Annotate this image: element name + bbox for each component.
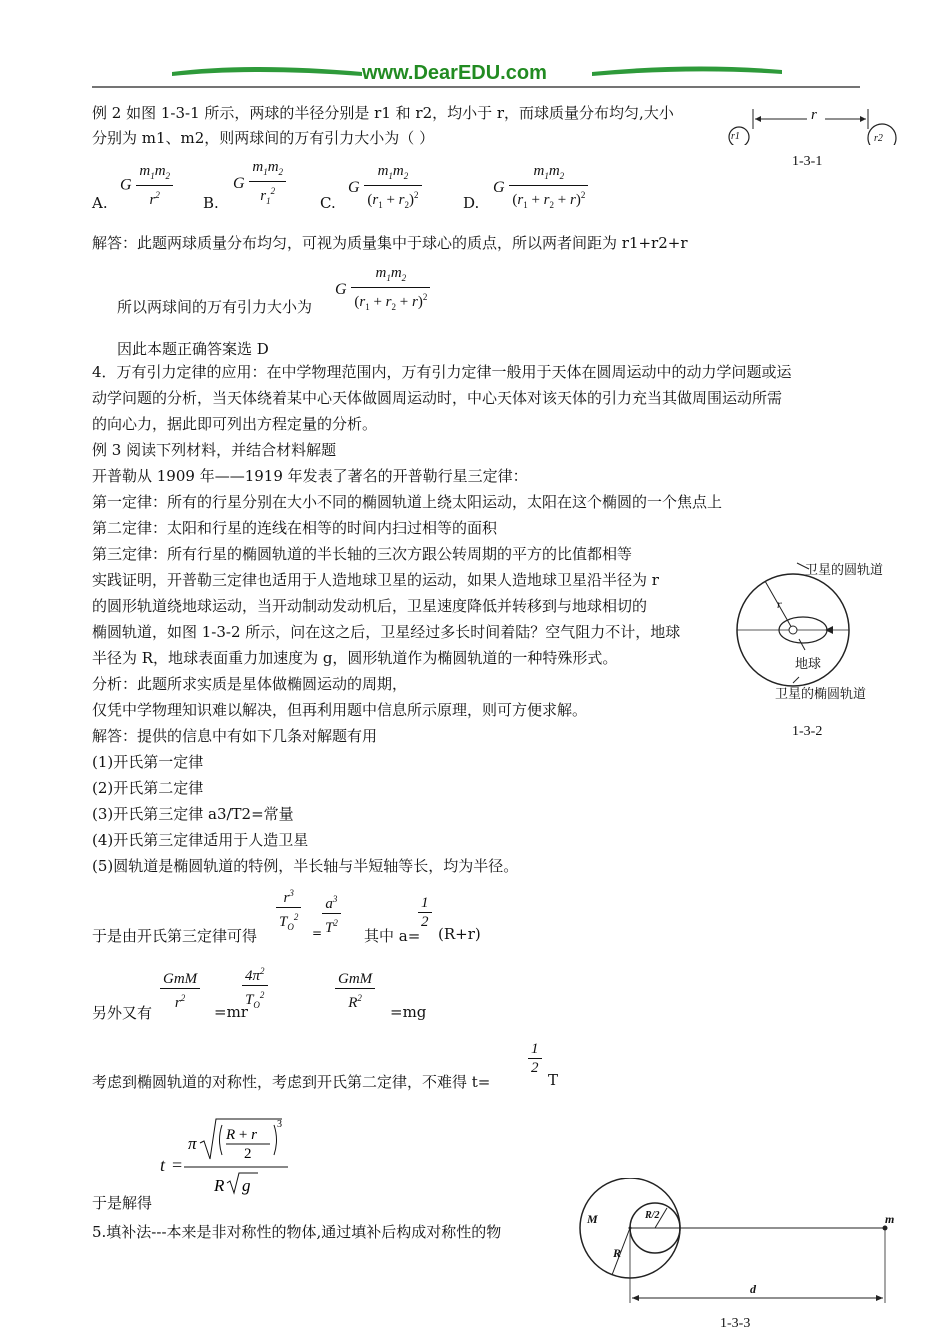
- example2-answer-line: 解答：此题两球质量分布均匀，可视为质量集中于球心的质点，所以两者间距为 r1+r2+r: [92, 234, 688, 252]
- fig132-r-label: r: [777, 597, 782, 611]
- option-C-label: C.: [320, 194, 336, 212]
- fig133-d-label: d: [750, 1282, 756, 1296]
- eq1-tail: (R+r): [438, 925, 481, 943]
- fig132-bottom-label: 卫星的椭圆轨道: [775, 687, 867, 702]
- fig133-M-label: M: [587, 1212, 598, 1226]
- example3-p2: 的圆形轨道绕地球运动，当开动制动发动机后，卫星速度降低并转移到与地球相切的: [92, 597, 648, 615]
- svg-text:3: 3: [277, 1119, 282, 1130]
- list-item: (4)开氏第三定律适用于人造卫星: [92, 831, 309, 849]
- example3-analysis1: 分析：此题所求实质是星体做椭圆运动的周期，: [92, 675, 408, 693]
- eq2-fraction-2: $\frac{4\pi^2}{T_O^2}$: [242, 962, 268, 1014]
- eq2-tail: =mg: [390, 1003, 427, 1021]
- example2-line1: 例 2 如图 1-3-1 所示，两球的半径分别是 r1 和 r2，均小于 r，而球质量分布均匀,大小: [92, 104, 674, 122]
- fig131-r2-label: r2: [874, 133, 883, 144]
- figure-1-3-3-drawing: [575, 1178, 905, 1308]
- svg-text:R: R: [214, 1176, 225, 1195]
- fig131-r-label: r: [811, 107, 817, 123]
- example3-intro: 开普勒从 1909 年——1919 年发表了著名的开普勒行星三定律：: [92, 467, 528, 485]
- fig133-caption: 1-3-3: [720, 1316, 751, 1331]
- example3-analysis2: 仅凭中学物理知识难以解决，但再利用题中信息所示原理，则可方便求解。: [92, 701, 588, 719]
- eq1-equals: =: [312, 926, 323, 940]
- svg-text:R + r: R + r: [226, 1127, 257, 1143]
- eq3-prefix: 考虑到椭圆轨道的对称性，考虑到开氏第二定律，不难得 t=: [92, 1073, 491, 1091]
- list-item: (3)开氏第三定律 a3/T2=常量: [92, 805, 294, 823]
- eq3-tail: T: [548, 1071, 559, 1089]
- eq1-fraction-right: $\frac{a^3}{T^2}$: [322, 890, 341, 937]
- section4-line2: 动学问题的分析，当天体绕着某中心天体做圆周运动时，中心天体对该天体的引力充当其做周围运动所需: [92, 389, 783, 407]
- example3-p3: 椭圆轨道，如图 1-3-2 所示，问在这之后，卫星经过多长时间着陆？空气阻力不计，地球: [92, 623, 681, 641]
- example3-p1: 实践证明，开普勒三定律也适用于人造地球卫星的运动，如果人造地球卫星沿半径为 r: [92, 571, 659, 589]
- fig132-caption: 1-3-2: [792, 724, 823, 739]
- eq1-fraction-left: $\frac{r^3}{T_O^2}$: [276, 884, 301, 936]
- eq4-formula: t = π R + r 2 3 R g: [160, 1115, 290, 1205]
- fig133-small-label: R/2: [645, 1210, 660, 1221]
- example3-title: 例 3 阅读下列材料，并结合材料解题: [92, 441, 337, 459]
- section5-line1: 5.填补法---本来是非对称性的物体,通过填补后构成对称性的物: [92, 1223, 502, 1241]
- page-header: [92, 60, 860, 90]
- example3-law1: 第一定律：所有的行星分别在大小不同的椭圆轨道上绕太阳运动，太阳在这个椭圆的一个焦点上: [92, 493, 723, 511]
- fig133-m-label: m: [885, 1212, 895, 1226]
- example3-law2: 第二定律：太阳和行星的连线在相等的时间内扫过相等的面积: [92, 519, 498, 537]
- list-item: (1)开氏第一定律: [92, 753, 204, 771]
- header-logo-text[interactable]: www.DearEDU.com: [362, 62, 547, 84]
- svg-text:g: g: [242, 1176, 251, 1195]
- fig131-r1-label: r1: [731, 131, 740, 142]
- example2-result-line: 所以两球间的万有引力大小为: [117, 298, 313, 316]
- eq2-prefix: 另外又有: [92, 1004, 153, 1022]
- svg-text:2: 2: [244, 1146, 252, 1162]
- list-item: (5)圆轨道是椭圆轨道的特例，半长轴与半短轴等长，均为半径。: [92, 857, 519, 875]
- figure-1-3-2: [735, 555, 895, 705]
- svg-text:π: π: [188, 1134, 197, 1153]
- example3-p4: 半径为 R，地球表面重力加速度为 g，圆形轨道作为椭圆轨道的一种特殊形式。: [92, 649, 618, 667]
- option-A-label: A.: [92, 194, 108, 212]
- option-B-label: B.: [203, 194, 219, 212]
- figure-1-3-3: [575, 1178, 905, 1308]
- list-item: (2)开氏第二定律: [92, 779, 204, 797]
- eq2-mid: =mr: [214, 1003, 248, 1021]
- eq1-prefix: 于是由开氏第三定律可得: [92, 927, 258, 945]
- option-D-label: D.: [463, 194, 480, 212]
- fig133-R-label: R: [613, 1246, 622, 1260]
- eq3-half: $\frac{1}{2}$: [528, 1040, 542, 1077]
- eq2-fraction-1: $\frac{\text{GmM}}{r^2}$: [160, 970, 200, 1012]
- fig131-caption: 1-3-1: [792, 154, 823, 169]
- eq4-radical-drawing: [184, 1115, 294, 1205]
- eq2-fraction-3: $\frac{\text{GmM}}{R^2}$: [335, 970, 375, 1012]
- eq4-prefix: 于是解得: [92, 1194, 153, 1212]
- section4-line3: 的向心力，据此即可列出方程定量的分析。: [92, 415, 378, 433]
- example2-conclusion: 因此本题正确答案选 D: [117, 340, 269, 358]
- eq1-half: $\frac{1}{2}$: [418, 894, 432, 931]
- fig132-top-label: 卫星的圆轨道: [805, 563, 884, 578]
- example2-result-formula: G $\frac{m_1m_2}{(r_1 + r_2 + r)^2}$: [335, 264, 430, 316]
- fig132-earth-label: 地球: [795, 657, 822, 672]
- example3-solution: 解答：提供的信息中有如下几条对解题有用: [92, 727, 378, 745]
- section4-line1: 4．万有引力定律的应用：在中学物理范围内，万有引力定律一般用于天体在圆周运动中的动力学问题或运: [92, 363, 792, 381]
- example2-line2: 分别为 m1、m2，则两球间的万有引力大小为（ ）: [92, 129, 435, 147]
- eq1-where: 其中 a=: [364, 927, 421, 945]
- example3-law3: 第三定律：所有行星的椭圆轨道的半长轴的三次方跟公转周期的平方的比值都相等: [92, 545, 633, 563]
